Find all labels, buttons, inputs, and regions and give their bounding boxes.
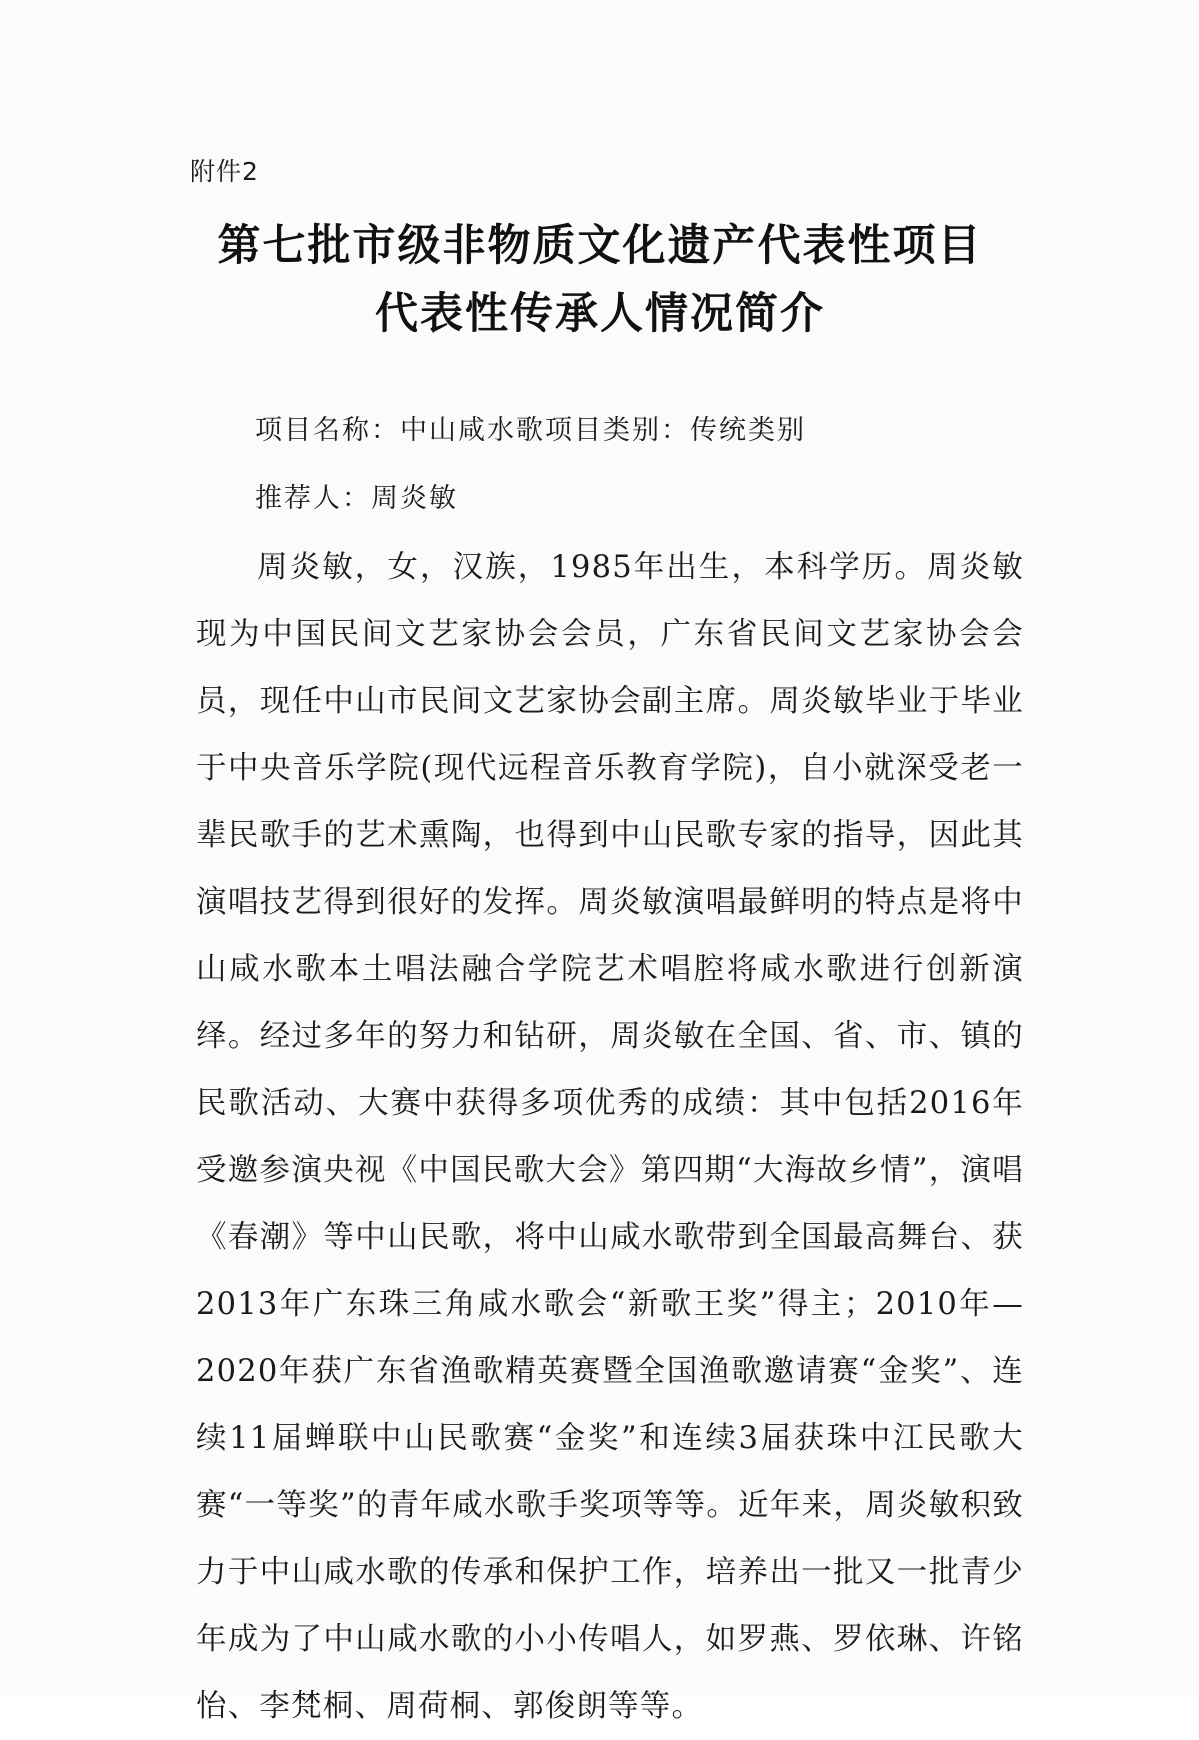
document-title-line-1: 第七批市级非物质文化遗产代表性项目	[217, 221, 983, 271]
document-title-line-2: 代表性传承人情况简介	[375, 289, 825, 339]
recommender-line: 推荐人：周炎敏	[255, 483, 458, 514]
biography-paragraph: 周炎敏，女，汉族，1985年出生，本科学历。周炎敏现为中国民间文艺家协会会员，广东省民间文艺家协会会员，现任中山市民间文艺家协会副主席。周炎敏毕业于毕业于中央音乐学院(现代远程音乐教育学院)，自小就深受老一辈民歌手的艺术熏陶，也得到中山民歌专家的指导，因此其演唱技艺得到很好的发挥。周炎敏演唱最鲜明的特点是将中山咸水歌本土唱法融合学院艺术唱腔将咸水歌进行创新演绎。经过多年的努力和钻研，周炎敏在全国、省、市、镇的民歌活动、大赛中获得多项优秀的成绩：其中包括2016年受邀参演央视《中国民歌大会》第四期“大海故乡情”，演唱《春潮》等中山民歌，将中山咸水歌带到全国最高舞台、获2013年广东珠三角咸水歌会“新歌王奖”得主；2010年—2020年获广东省渔歌精英赛暨全国渔歌邀请赛“金奖”、连续11届蝉联中山民歌赛“金奖”和连续3届获珠中江民歌大赛“一等奖”的青年咸水歌手奖项等等。近年来，周炎敏积致力于中山咸水歌的传承和保护工作，培养出一批又一批青少年成为了中山咸水歌的小小传唱人，如罗燕、罗依琳、许铭怡、李梵桐、周荷桐、郭俊朗等等。	[196, 550, 1024, 1724]
attachment-label: 附件2	[190, 157, 259, 186]
project-info-line: 项目名称：中山咸水歌项目类别：传统类别	[255, 415, 806, 446]
